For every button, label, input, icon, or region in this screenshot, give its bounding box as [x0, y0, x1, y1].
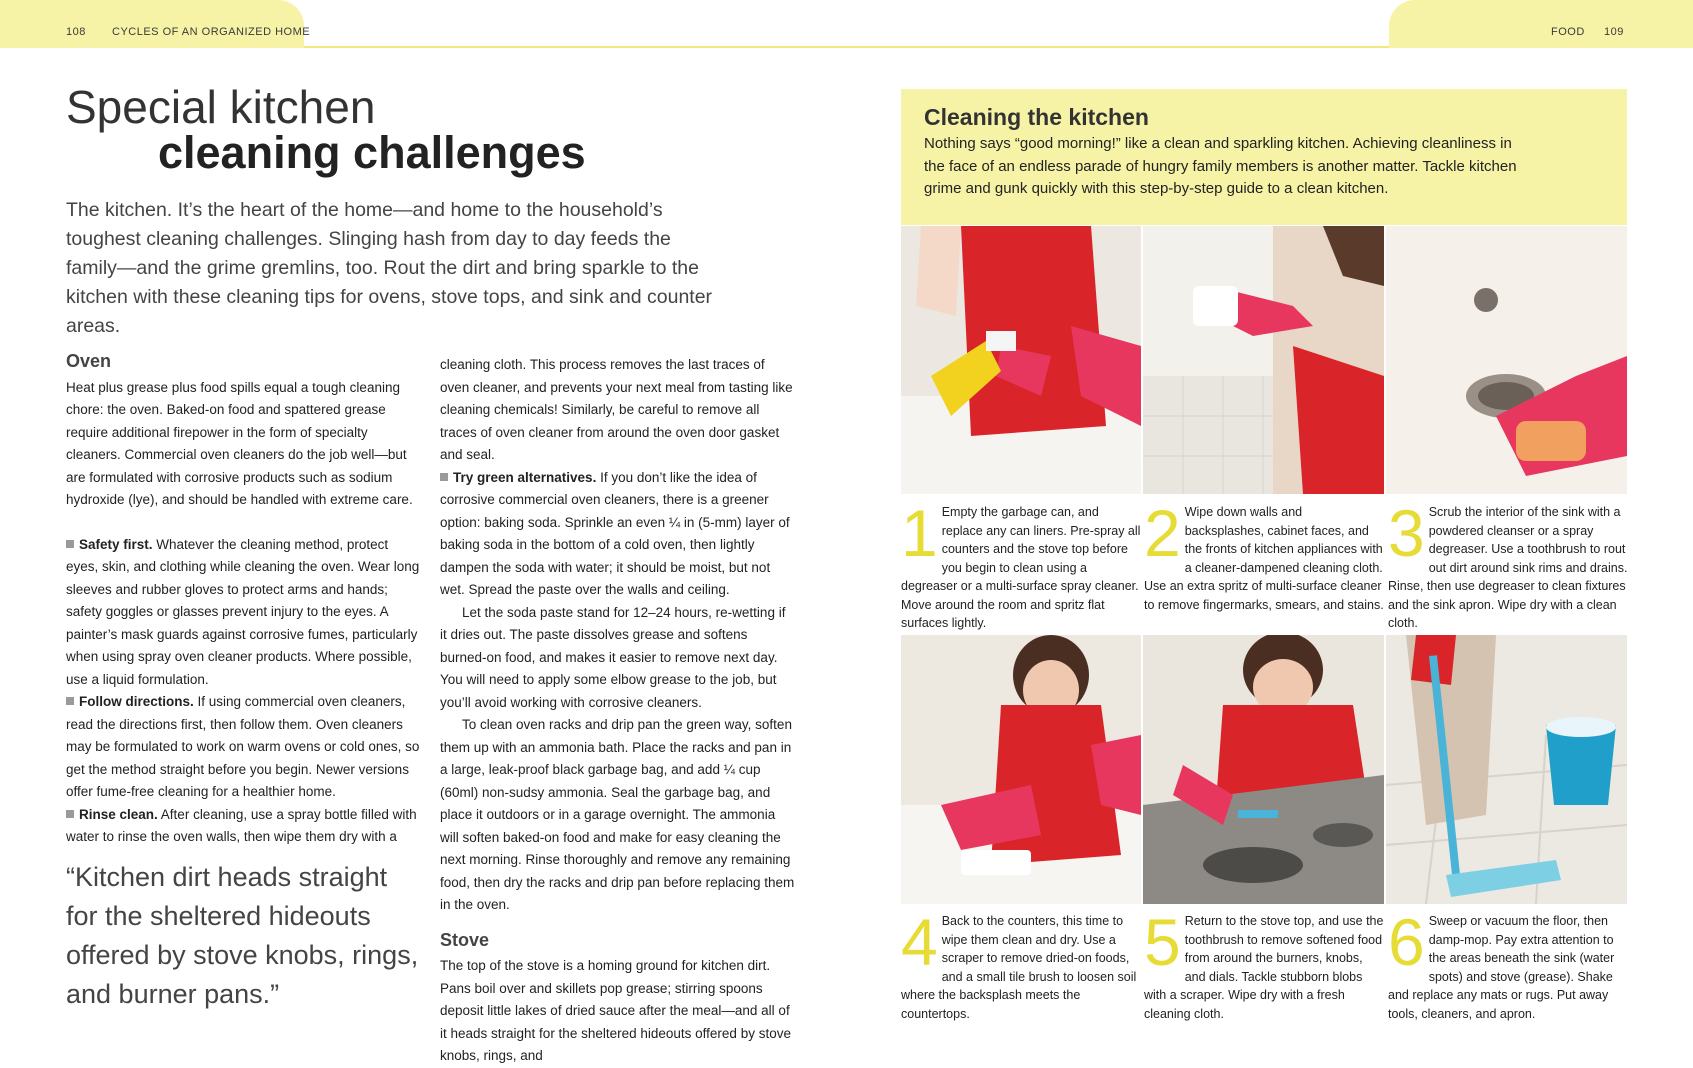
oven-paragraph: Heat plus grease plus food spills equal a tough cleaning chore: the oven. Baked-on food and spattered grease require additional firepower in the form of specialty cleaners. Commercial oven cleaners do the job well—but are formulated with corrosive products such as sodium hydroxide (lye), and should be handled with extreme care.: [66, 379, 413, 507]
step-5: [1144, 905, 1384, 1023]
step-number: 5: [1144, 905, 1181, 979]
column2-paragraph2: Let the soda paste stand for 12–24 hours, re-wetting if it dries out. The paste dissolves grease and softens burned-on food, and makes it easier to remove next day. You will need to apply some elbow grease to the job, but you’ll avoid working with corrosive cleaners.: [440, 604, 786, 710]
feature-text: Nothing says “good morning!” like a clean and sparkling kitchen. Achieving cleanliness in the face of an endless parade of hungry family members is another matter. Tackle kitchen grime and gunk quickly with this step-by-step guide to a clean kitchen.: [924, 135, 1517, 197]
step-1: [901, 496, 1141, 633]
step-number: 4: [901, 905, 938, 979]
header-tab-left: [0, 0, 304, 48]
article-title-line1: Special kitchen: [66, 81, 376, 133]
column2-paragraph3: To clean oven racks and drip pan the green way, soften them up with an ammonia bath. Place the racks and pan in a large, leak-proof black garbage bag, and add ¼ cup (60ml) non-sudsy ammonia. Seal the garbage bag, and place it outdoors or in a garage overnight. The ammonia will soften baked-on food and make for easy cleaning the next morning. Rinse thoroughly and remove any remaining food, then dry the racks and drip pan before replacing them in the oven.: [440, 717, 795, 912]
left-running-title: CYCLES OF AN ORGANIZED HOME: [112, 26, 311, 38]
article-intro: The kitchen. It’s the heart of the home—and home to the household’s toughest cleaning challenges. Slinging hash from day to day feeds the family—and the grime gremlins, too. Rout the dirt and bring sparkle to the kitchen with these cleaning tips for ovens, stove tops, and sink and counter areas.: [66, 199, 713, 337]
step-4: [901, 905, 1141, 1023]
bullet-square: [66, 540, 74, 548]
step-3: [1388, 496, 1628, 633]
step-text: Return to the stove top, and use the toothbrush to remove softened food from around the burners, knobs, and dials. Tackle stubborn blobs with a scraper. Wipe dry with a fresh cleaning cloth.: [1144, 914, 1384, 1021]
tip-safety: Safety first. Whatever the cleaning method, protect eyes, skin, and clothing while cleaning the oven. Wear long sleeves and rubber gloves to protect arms and hands; safety goggles or glasses prevent injury to the eyes. A painter’s mask guards against corrosive fumes, particularly when using spray oven cleaner products. Where possible, use a liquid formulation.: [66, 536, 420, 687]
step-text: Wipe down walls and backsplashes, cabinet faces, and the fronts of kitchen appliances with a cleaner-dampened cleaning cloth. Use an extra spritz of multi-surface cleaner to remove fingermarks, smears, and stains.: [1144, 505, 1384, 612]
feature-title: Cleaning the kitchen: [924, 104, 1149, 130]
header-tab-right: [1389, 0, 1693, 48]
photo-wipe-cabinet: [1143, 226, 1384, 494]
step-number: 1: [901, 496, 938, 570]
step-text: Scrub the interior of the sink with a powdered cleanser or a spray degreaser. Use a toothbrush to rout out dirt around sink rims and drains. Rinse, then use degreaser to clean fixtures and the sink apron. Wipe dry with a clean cloth.: [1388, 505, 1628, 630]
step-number: 2: [1144, 496, 1181, 570]
bullet-square: [440, 473, 448, 481]
right-running-title: FOOD: [1551, 26, 1585, 38]
tip-green: Try green alternatives. If you don’t like the idea of corrosive commercial oven cleaners, there is a greener option: baking soda. Sprinkle an even ¼ in (5-mm) layer of baking soda in the bottom of a cold oven, then lightly dampen the soda with water; it should be moist, but not wet. Spread the paste over the walls and ceiling.: [440, 469, 790, 597]
bullet-square: [66, 810, 74, 818]
bullet-square: [66, 697, 74, 705]
tip-rinse: Rinse clean. After cleaning, use a spray bottle filled with water to rinse the oven walls, then wipe them dry with a: [66, 806, 417, 844]
oven-heading: Oven: [66, 351, 112, 371]
column2-paragraph1: cleaning cloth. This process removes the last traces of oven cleaner, and prevents your next meal from tasting like cleaning chemicals! Similarly, be careful to remove all traces of oven cleaner from around the oven door gasket and seal.: [440, 357, 793, 462]
tip-directions: Follow directions. If using commercial oven cleaners, read the directions first, then follow them. Oven cleaners may be formulated to work on warm ovens or cold ones, so get the method straight before you begin. Newer versions offer fume-free cleaning for a healthier home.: [66, 694, 420, 799]
step-text: Back to the counters, this time to wipe them clean and dry. Use a scraper to remove dried-on foods, and a small tile brush to loosen soil where the backsplash meets the countertops.: [901, 914, 1137, 1021]
step-2: [1144, 496, 1384, 614]
photo-scrub-sink: [1386, 226, 1627, 494]
text-column-2: [440, 354, 795, 1068]
photo-clean-stove: [1143, 635, 1384, 904]
stove-heading: Stove: [440, 929, 490, 950]
article-title-line2: cleaning challenges: [158, 127, 586, 178]
step-number: 6: [1388, 905, 1425, 979]
photo-mop-floor: [1386, 635, 1627, 904]
text-column-1: [66, 350, 421, 849]
step-text: Sweep or vacuum the floor, then damp-mop. Pay extra attention to the areas beneath the sink (water spots) and stove (grease). Shake and replace any mats or rugs. Put away tools, cleaners, and apron.: [1388, 914, 1615, 1021]
pull-quote: “Kitchen dirt heads straight for the sheltered hideouts offered by stove knobs, rings, and burner pans.”: [66, 862, 419, 1009]
stove-paragraph: The top of the stove is a homing ground for kitchen dirt. Pans boil over and skillets pop grease; stirring spoons deposit little lakes of dried sauce after the meal—and all of it heads straight for the sheltered hideouts offered by stove knobs, rings, and: [440, 958, 791, 1063]
step-6: [1388, 905, 1628, 1023]
right-page-number: 109: [1604, 26, 1624, 38]
photo-spray-counter: [901, 226, 1141, 494]
left-page-number: 108: [66, 26, 86, 38]
step-number: 3: [1388, 496, 1425, 570]
step-text: Empty the garbage can, and replace any can liners. Pre-spray all counters and the stove top before you begin to clean using a degreaser or a multi-surface spray cleaner. Move around the room and spritz flat surfaces lightly.: [901, 505, 1141, 630]
photo-wipe-counter: [901, 635, 1141, 904]
